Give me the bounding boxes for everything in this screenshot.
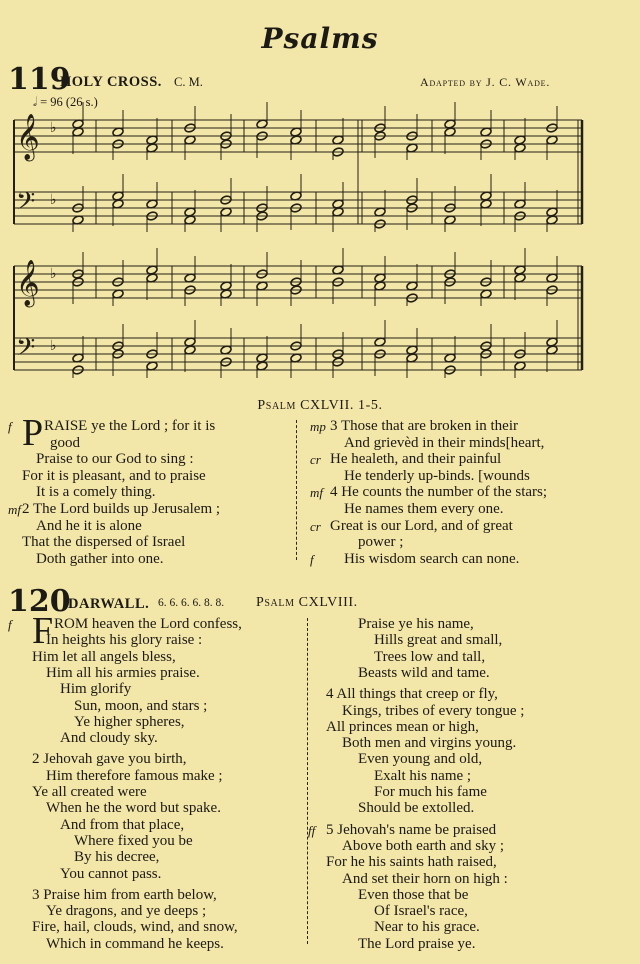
verse-line: 4 All things that creep or fly, — [326, 686, 498, 703]
verse-line: When he the word but spake. — [46, 800, 221, 817]
flat-key-signature-icon: ♭ — [50, 266, 57, 282]
dynamic-mark: ff — [308, 822, 316, 838]
treble-clef-icon: 𝄞 — [16, 114, 40, 160]
verse-line: good — [50, 434, 80, 451]
drop-cap: P — [22, 412, 44, 454]
hymn-number-120: 120 — [8, 584, 71, 619]
verse-line: And he it is alone — [36, 517, 142, 534]
psalm-heading-147: Psalm CXLVII. 1-5. — [257, 398, 383, 413]
verse-line: Both men and virgins young. — [342, 735, 517, 752]
tempo-text: = 96 (26 s.) — [40, 95, 98, 109]
dynamic-mark: cr — [310, 518, 321, 534]
verse-line: Exalt his name ; — [374, 767, 472, 784]
column-divider-120 — [307, 618, 308, 944]
verse-line: 2 Jehovah gave you birth, — [32, 751, 187, 768]
verse-line: Doth gather into one. — [36, 550, 164, 567]
verse-line: Hills great and small, — [374, 632, 503, 649]
verse-line: Which in command he keeps. — [46, 935, 224, 952]
dynamic-mark: f — [310, 551, 314, 567]
verse-line: Should be extolled. — [358, 800, 475, 817]
dynamic-mark: f — [8, 617, 12, 632]
verse-line: All princes mean or high, — [326, 718, 479, 735]
verse-line: power ; — [358, 534, 404, 551]
verse-line: The Lord praise ye. — [358, 935, 476, 952]
verse-line: His wisdom search can none. — [344, 550, 520, 567]
dynamic-mark: f — [8, 419, 12, 434]
verse-line: Trees low and tall, — [374, 648, 486, 665]
verse-line: 2 The Lord builds up Jerusalem ; — [22, 501, 221, 517]
bass-clef-icon: 𝄢 — [16, 187, 36, 222]
verse-line: For he his saints hath raised, — [326, 854, 497, 871]
verse-line: Of Israel's race, — [374, 903, 468, 920]
verse-line: Above both earth and sky ; — [342, 837, 505, 854]
verse-line: By his decree, — [74, 849, 160, 866]
column-divider-119 — [296, 420, 297, 560]
verse-line: Fire, hail, clouds, wind, and snow, — [32, 919, 238, 936]
verse-line: 3 Those that are broken in their — [330, 418, 518, 434]
verse-line: Even those that be — [358, 886, 469, 903]
flat-key-signature-icon: ♭ — [50, 120, 57, 136]
verse-line: RAISE ye the Lord ; for it is — [44, 418, 216, 434]
verse-line: You cannot pass. — [60, 865, 162, 882]
verse-line: 4 He counts the number of the stars; — [330, 484, 548, 501]
verse-line: Sun, moon, and stars ; — [74, 697, 208, 714]
verse-line: Beasts wild and tame. — [358, 664, 490, 681]
psalm-heading-148: Psalm CXLVIII. — [256, 595, 358, 610]
verse-line: He healeth, and their painful — [330, 451, 502, 468]
verse-line: 3 Praise him from earth below, — [32, 886, 217, 903]
verse-line: For it is pleasant, and to praise — [22, 467, 206, 484]
drop-cap: F — [32, 610, 54, 652]
verse-line: And cloudy sky. — [60, 730, 158, 747]
verse-line: Him glorify — [60, 681, 132, 698]
verse-line: Him let all angels bless, — [32, 648, 176, 665]
verse-line: Even young and old, — [358, 751, 483, 768]
verse-line: Him all his armies praise. — [46, 664, 200, 681]
verse-line: In heights his glory raise : — [46, 632, 203, 649]
verse-line: Ye all created were — [32, 784, 147, 800]
dynamic-mark: mf — [310, 485, 323, 501]
bass-clef-icon: 𝄢 — [16, 333, 36, 368]
verse-line: Praise ye his name, — [358, 616, 474, 632]
verse-line: Kings, tribes of every tongue ; — [342, 702, 525, 719]
dynamic-mark: mf — [8, 502, 21, 517]
verse-line: Where fixed you be — [74, 832, 193, 849]
verse-line: Him therefore famous make ; — [46, 767, 223, 784]
verse-line: 5 Jehovah's name be praised — [326, 821, 497, 838]
half-note-icon: 𝅗𝅥 — [33, 95, 37, 109]
dynamic-mark: cr — [310, 452, 321, 468]
treble-clef-icon: 𝄞 — [16, 260, 40, 306]
verse-line: For much his fame — [374, 784, 487, 800]
verse-line: Great is our Lord, and of great — [330, 517, 513, 534]
tune-name-holy-cross: HOLY CROSS. — [60, 74, 162, 90]
dynamic-mark: mp — [310, 419, 326, 434]
verse-line: It is a comely thing. — [36, 484, 156, 501]
flat-key-signature-icon: ♭ — [50, 338, 57, 354]
verse-line: And set their horn on high : — [342, 870, 508, 887]
meter-119: C. M. — [174, 75, 203, 89]
verse-line: And grievèd in their minds[heart, — [344, 434, 545, 451]
verse-line: Near to his grace. — [374, 919, 480, 936]
flat-key-signature-icon: ♭ — [50, 192, 57, 208]
verse-line: Ye dragons, and ye deeps ; — [46, 903, 207, 920]
verse-line: Ye higher spheres, — [74, 713, 185, 730]
verse-line: ROM heaven the Lord confess, — [54, 616, 242, 632]
verse-line: That the dispersed of Israel — [22, 534, 186, 551]
running-head: Psalms — [261, 22, 379, 55]
verse-line: He names them every one. — [344, 501, 504, 517]
verse-line: He tenderly up-binds. [wounds — [344, 467, 530, 484]
verse-line: Praise to our God to sing : — [36, 451, 194, 468]
meter-120: 6. 6. 6. 6. 8. 8. — [158, 597, 225, 609]
hymn-number-119: 119 — [8, 62, 71, 97]
attribution-119: Adapted by J. C. Wade. — [420, 75, 551, 89]
music-staves-system-1 — [0, 0, 640, 380]
tune-name-darwall: DARWALL. — [68, 596, 150, 612]
verse-line: And from that place, — [60, 816, 185, 833]
